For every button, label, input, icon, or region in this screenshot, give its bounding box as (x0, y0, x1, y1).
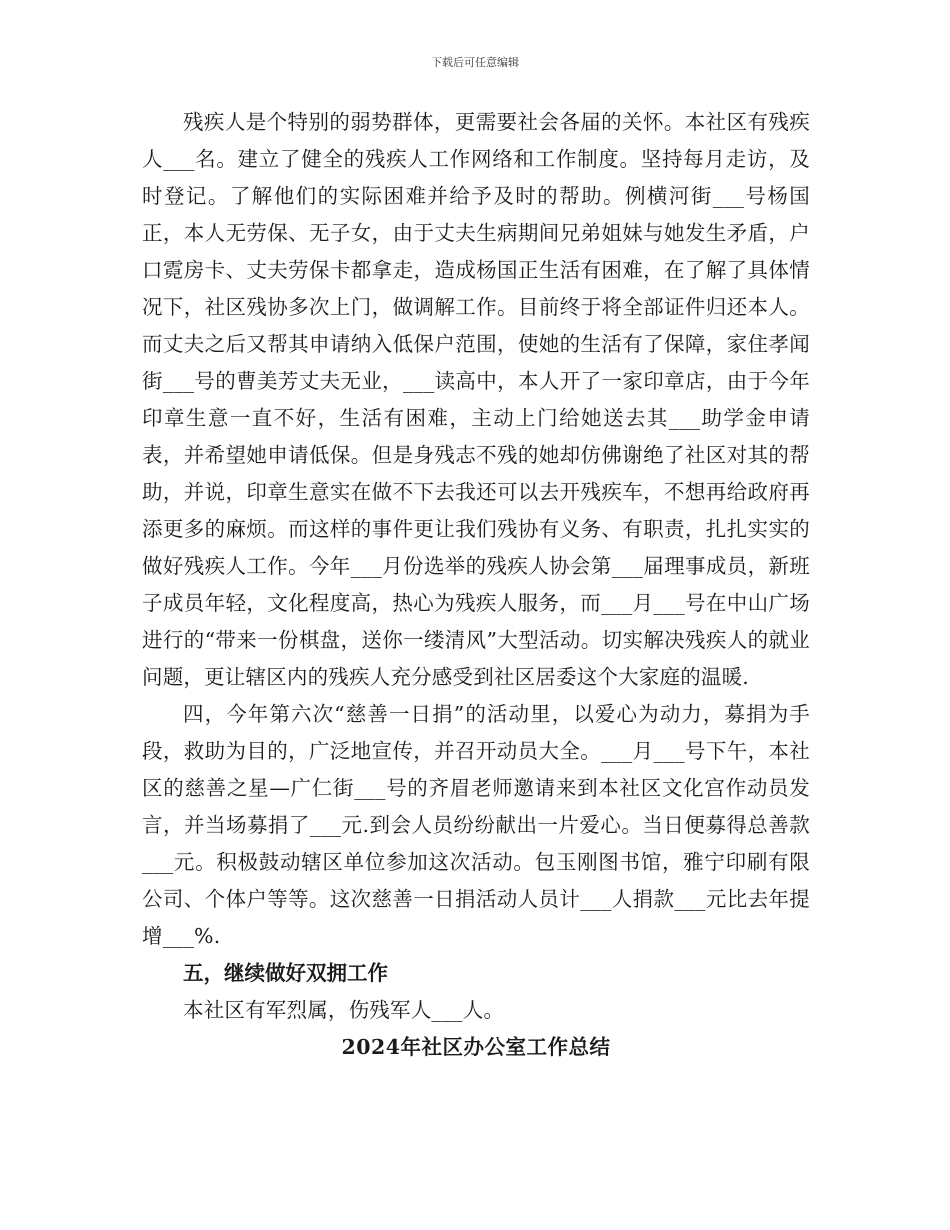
section-heading-five: 五，继续做好双拥工作 (183, 961, 388, 985)
paragraph-disabled-persons: 残疾人是个特别的弱势群体，更需要社会各届的关怀。本社区有残疾人___名。建立了健全的残疾人工作网络和工作制度。坚持每月走访，及时登记。了解他们的实际困难并给予及时的帮助。例横河街___号杨国正，本人无劳保、无子女，由于丈夫生病期间兄弟姐妹与她发生矛盾，户口霓房卡、丈夫劳保卡都拿走，造成杨国正生活有困难，在了解了具体情况下，社区残协多次上门，做调解工作。目前终于将全部证件归还本人。而丈夫之后又帮其申请纳入低保户范围，使她的生活有了保障，家住孝闻街___号的曹美芳丈夫无业，___读高中，本人开了一家印章店，由于今年印章生意一直不好，生活有困难，主动上门给她送去其___助学金申请表，并希望她申请低保。但是身残志不残的她却仿佛谢绝了社区对其的帮助，并说，印章生意实在做不下去我还可以去开残疾车，不想再给政府再添更多的麻烦。而这样的事件更让我们残协有义务、有职责，扎扎实实的做好残疾人工作。今年___月份选举的残疾人协会第___届理事成员，新班子成员年轻，文化程度高，热心为残疾人服务，而___月___号在中山广场进行的“带来一份棋盘，送你一缕清风”大型活动。切实解决残疾人的就业问题，更让辖区内的残疾人充分感受到社区居委这个大家庭的温暖. (142, 110, 810, 689)
paragraph-military-families: 本社区有军烈属，伤残军人___人。 (183, 998, 505, 1022)
document-body (142, 104, 810, 1066)
document-title: 2024年社区办公室工作总结 (341, 1035, 611, 1059)
page-header-note: 下载后可任意编辑 (431, 56, 519, 69)
paragraph-charity-day: 四，今年第六次“慈善一日捐”的活动里，以爱心为动力，募捐为手段，救助为目的，广泛地宣传，并召开动员大全。___月___号下午，本社区的慈善之星—广仁街___号的齐眉老师邀请来到本社区文化宫作动员发言，并当场募捐了___元.到会人员纷纷献出一片爱心。当日便募得总善款___元。积极鼓动辖区单位参加这次活动。包玉刚图书馆，雅宁印刷有限公司、个体户等等。这次慈善一日捐活动人员计___人捐款___元比去年提增___%. (142, 702, 810, 948)
